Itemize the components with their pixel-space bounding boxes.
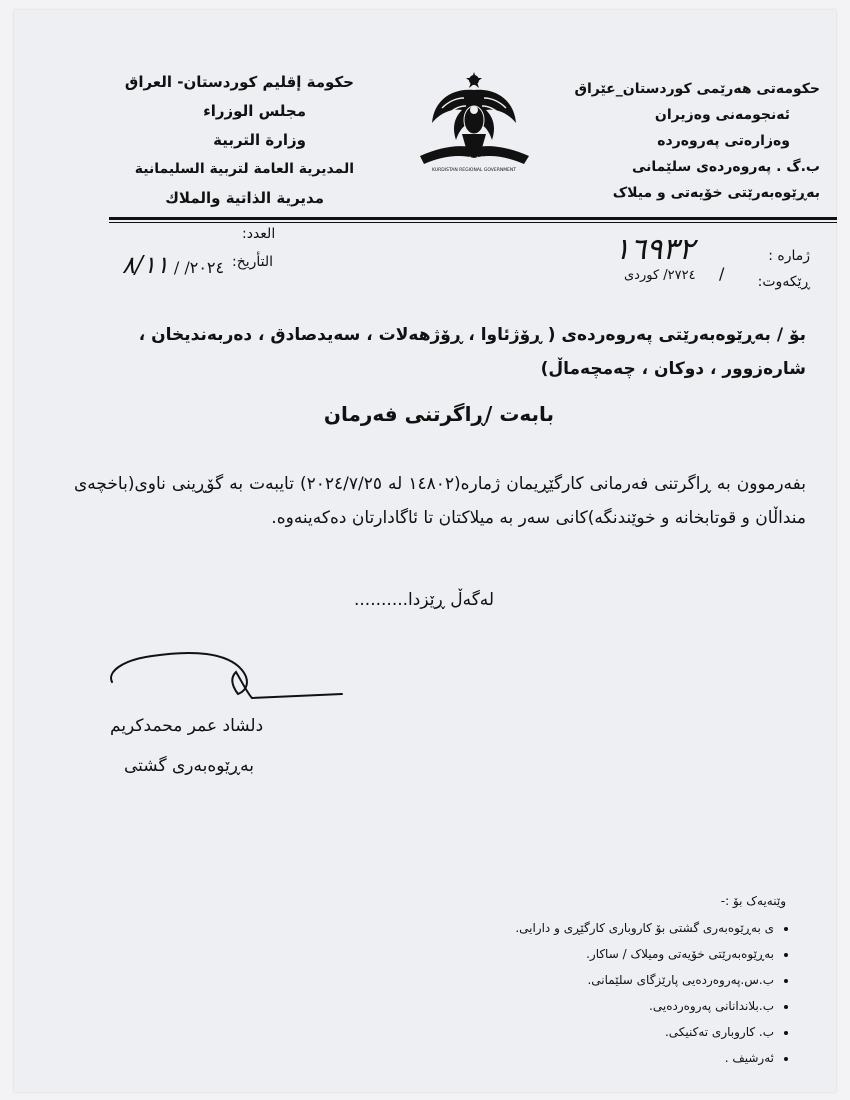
list-item: • ب.س.پەروەردەیی پارێزگای سلێمانی. bbox=[414, 967, 774, 993]
letter-body: بفەرموون بە ڕاگرتنی فەرمانی کارگێڕیمان ژمارە(١٤٨٠٢ لە ٢٠٢٤/٧/٢٥) تایبەت بە گۆڕینی ناوی(باخچەی منداڵان و قوتابخانە و خوێندنگە)کانی سەر بە میلاکتان تا ئاگادارتان دەکەینەوە. bbox=[74, 474, 806, 528]
list-item: • ب.بلاندانانی پەروەردەیی. bbox=[414, 993, 774, 1019]
letterhead-line: وزارة التربية bbox=[213, 131, 306, 149]
emblem-caption: KURDISTAN REGIONAL GOVERNMENT bbox=[431, 168, 517, 173]
reference-labels bbox=[730, 243, 810, 295]
cc-title: وێنەیەک بۆ :- bbox=[720, 894, 786, 908]
arabic-date-value bbox=[122, 251, 224, 279]
handwritten-signature bbox=[102, 642, 347, 702]
header-divider bbox=[109, 217, 837, 220]
arabic-date-label: التأريخ: bbox=[232, 254, 274, 270]
letterhead-line: بەڕێوەبەرێتی خۆیەتی و میلاک bbox=[612, 185, 820, 201]
krg-emblem-icon bbox=[412, 68, 537, 173]
list-item: • ب. کاروباری تەکنیکی. bbox=[414, 1019, 774, 1045]
handwritten-reference-number: ١٦٩٣٢ bbox=[614, 232, 695, 267]
letterhead-line: مديرية الذاتية والملاك bbox=[165, 189, 324, 207]
handwritten-date: ٨/١١ bbox=[122, 251, 169, 279]
cc-list bbox=[414, 915, 792, 1071]
kurdish-letterhead bbox=[560, 76, 820, 206]
kurdish-date: ٢٧٢٤/ كوردى bbox=[624, 268, 696, 283]
svg-text:حكومة اقليم كوردستان: حكومة اقليم كوردستان bbox=[450, 156, 498, 162]
date-label: ڕێکەوت: bbox=[757, 274, 810, 290]
document-page bbox=[14, 10, 836, 1092]
list-item: • بەڕێوەبەرێتی خۆیەتی ومیلاک / ساکار. bbox=[414, 941, 774, 967]
closing-regards: لەگەڵ ڕێزدا.......... bbox=[354, 590, 495, 610]
arabic-letterhead bbox=[109, 68, 354, 213]
number-label: ژمارە : bbox=[768, 248, 810, 264]
letterhead-line: حکومەتی هەرێمی کوردستان_عێراق bbox=[574, 81, 820, 97]
list-item: • ی بەڕێوەبەری گشتی بۆ کاروباری کارگێڕی و دارایی. bbox=[414, 915, 774, 941]
letterhead-line: ب.گ . پەروەردەی سلێمانی bbox=[631, 159, 820, 175]
signer-name: دلشاد عمر محمدکریم bbox=[110, 716, 264, 736]
subject-line: بابەت /ڕاگرتنی فەرمان bbox=[323, 402, 555, 426]
letterhead-line: وەزارەتی پەروەردە bbox=[657, 133, 790, 149]
arabic-number-label: العدد: bbox=[242, 226, 276, 242]
letterhead-line: المديرية العامة لتربية السليمانية bbox=[134, 161, 354, 177]
date-year: ٢٠٢٤/ / bbox=[173, 258, 225, 277]
reference-slash: / bbox=[719, 264, 725, 283]
letterhead-line: حكومة إقليم كوردستان- العراق bbox=[124, 73, 354, 91]
header-divider-thin bbox=[109, 222, 837, 223]
letterhead-line: ئەنجومەنی وەزیران bbox=[654, 107, 790, 123]
list-item: • ئەرشیف . bbox=[414, 1045, 774, 1071]
recipient-line: بۆ / بەڕێوەبەرێتی پەروەردەی ( ڕۆژئاوا ، ڕۆژهەلات ، سەیدصادق ، دەربەندیخان ، شارەزوور ، دوکان ، چەمچەماڵ) bbox=[138, 325, 806, 379]
letterhead-line: مجلس الوزراء bbox=[203, 102, 306, 120]
signer-title: بەڕێوەبەری گشتی bbox=[124, 756, 254, 776]
